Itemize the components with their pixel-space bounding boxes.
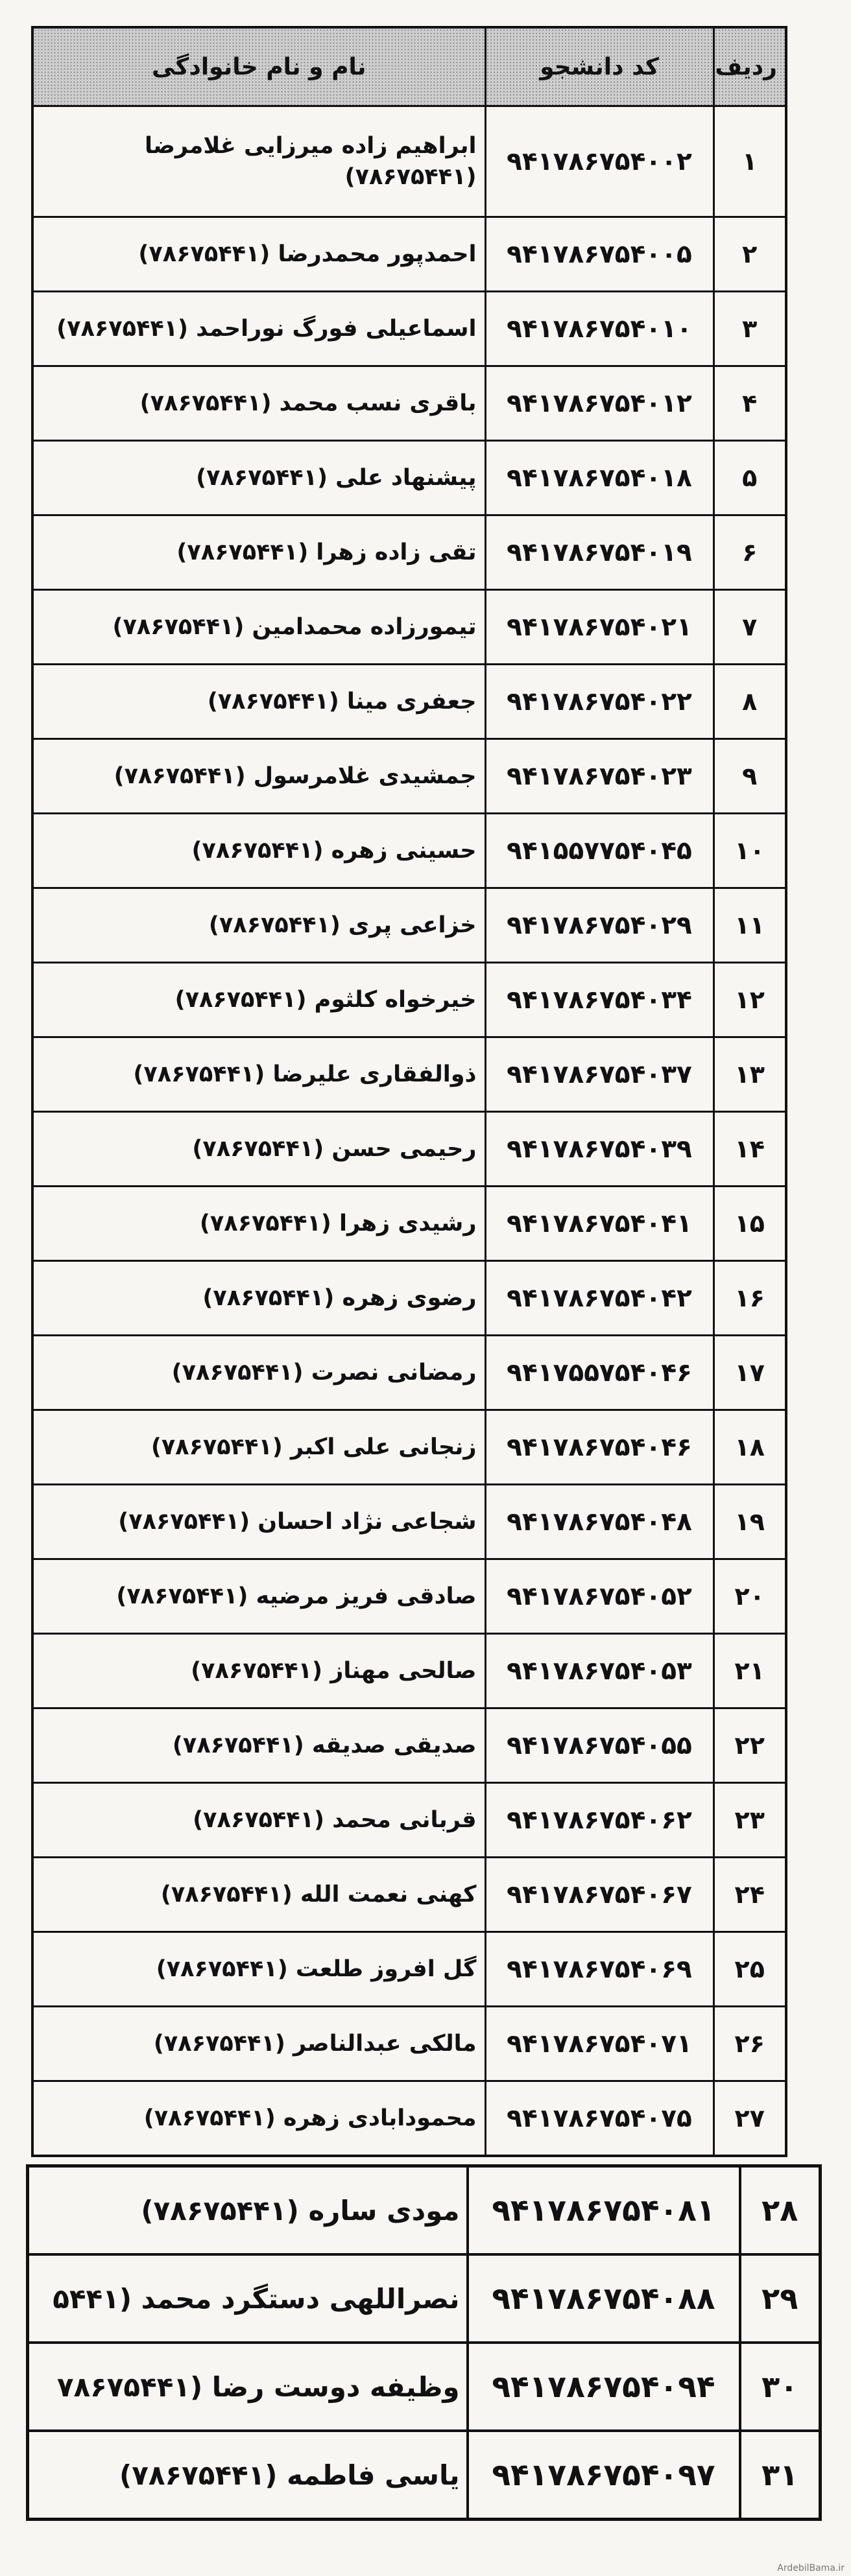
table-row	[32, 515, 786, 590]
student-name-cell: مالکی عبدالناصر (۷۸۶۷۵۴۴۱)	[32, 2007, 485, 2081]
row-number-cell: ۶	[713, 515, 786, 590]
table-row	[32, 1783, 786, 1858]
student-code-cell: ۹۴۱۷۸۶۷۵۴۰۴۱	[485, 1187, 713, 1261]
row-number-cell: ۱۹	[713, 1485, 786, 1559]
student-code-cell: ۹۴۱۷۸۶۷۵۴۰۶۷	[485, 1858, 713, 1932]
row-number-cell: ۲۵	[713, 1932, 786, 2007]
student-name-cell: شجاعی نژاد احسان (۷۸۶۷۵۴۴۱)	[32, 1485, 485, 1559]
student-code-cell: ۹۴۱۷۸۶۷۵۴۰۲۳	[485, 739, 713, 814]
table-body-upper	[32, 106, 786, 2157]
student-code-cell: ۹۴۱۷۸۶۷۵۴۰۴۸	[485, 1485, 713, 1559]
student-name-cell: رشیدی زهرا (۷۸۶۷۵۴۴۱)	[32, 1187, 485, 1261]
table-row	[32, 1634, 786, 1708]
student-code-cell: ۹۴۱۷۸۶۷۵۴۰۵۳	[485, 1634, 713, 1708]
header-full-name: نام و نام خانوادگی	[32, 27, 485, 106]
student-code-cell: ۹۴۱۷۸۶۷۵۴۰۴۲	[485, 1261, 713, 1336]
row-number-cell: ۱۲	[713, 963, 786, 1037]
row-number-cell: ۲۴	[713, 1858, 786, 1932]
student-name-cell: یاسی فاطمه (۷۸۶۷۵۴۴۱)	[28, 2431, 468, 2520]
student-code-cell: ۹۴۱۵۵۷۷۵۴۰۴۵	[485, 814, 713, 888]
row-number-cell: ۲۷	[713, 2081, 786, 2157]
header-student-code: کد دانشجو	[485, 27, 713, 106]
student-code-cell: ۹۴۱۷۸۶۷۵۴۰۵۲	[485, 1559, 713, 1634]
row-number-cell: ۲۸	[740, 2166, 821, 2255]
row-number-cell: ۳۱	[740, 2431, 821, 2520]
student-name-cell: کهنی نعمت الله (۷۸۶۷۵۴۴۱)	[32, 1858, 485, 1932]
student-code-cell: ۹۴۱۷۸۶۷۵۴۰۱۸	[485, 441, 713, 515]
row-number-cell: ۱۱	[713, 888, 786, 963]
table-row	[32, 1485, 786, 1559]
student-name-cell: تیمورزاده محمدامین (۷۸۶۷۵۴۴۱)	[32, 590, 485, 665]
student-name-cell: صدیقی صدیقه (۷۸۶۷۵۴۴۱)	[32, 1708, 485, 1783]
student-code-cell: ۹۴۱۷۸۶۷۵۴۰۴۶	[485, 1410, 713, 1485]
table-row	[28, 2431, 821, 2520]
row-number-cell: ۱۴	[713, 1112, 786, 1187]
table-row	[32, 963, 786, 1037]
row-number-cell: ۷	[713, 590, 786, 665]
table-row	[32, 1858, 786, 1932]
student-name-cell: ابراهیم زاده میرزایی غلامرضا (۷۸۶۷۵۴۴۱)	[32, 106, 485, 217]
row-number-cell: ۲۲	[713, 1708, 786, 1783]
student-code-cell: ۹۴۱۷۸۶۷۵۴۰۸۸	[468, 2254, 740, 2343]
header-row	[32, 27, 786, 106]
student-code-cell: ۹۴۱۷۸۶۷۵۴۰۸۱	[468, 2166, 740, 2255]
row-number-cell: ۲۳	[713, 1783, 786, 1858]
table-row	[28, 2166, 821, 2255]
student-name-cell: صادقی فریز مرضیه (۷۸۶۷۵۴۴۱)	[32, 1559, 485, 1634]
student-code-cell: ۹۴۱۷۸۶۷۵۴۰۶۹	[485, 1932, 713, 2007]
row-number-cell: ۱۵	[713, 1187, 786, 1261]
site-watermark: ArdebilBama.ir	[777, 2563, 845, 2573]
row-number-cell: ۲	[713, 217, 786, 292]
row-number-cell: ۱۷	[713, 1336, 786, 1410]
student-code-cell: ۹۴۱۷۸۶۷۵۴۰۱۰	[485, 292, 713, 366]
student-name-cell: پیشنهاد علی (۷۸۶۷۵۴۴۱)	[32, 441, 485, 515]
table-row	[32, 1410, 786, 1485]
student-name-cell: وظیفه دوست رضا (۷۸۶۷۵۴۴۱	[28, 2343, 468, 2431]
student-code-cell: ۹۴۱۷۸۶۷۵۴۰۳۴	[485, 963, 713, 1037]
row-number-cell: ۲۱	[713, 1634, 786, 1708]
row-number-cell: ۲۹	[740, 2254, 821, 2343]
table-row	[32, 1932, 786, 2007]
student-table-lower	[26, 2164, 822, 2521]
table-row	[32, 1261, 786, 1336]
student-code-cell: ۹۴۱۷۸۶۷۵۴۰۶۲	[485, 1783, 713, 1858]
student-name-cell: خیرخواه کلثوم (۷۸۶۷۵۴۴۱)	[32, 963, 485, 1037]
student-code-cell: ۹۴۱۷۸۶۷۵۴۰۲۲	[485, 665, 713, 739]
table-row	[32, 1037, 786, 1112]
student-code-cell: ۹۴۱۷۵۵۷۵۴۰۴۶	[485, 1336, 713, 1410]
table-row	[32, 739, 786, 814]
student-code-cell: ۹۴۱۷۸۶۷۵۴۰۳۷	[485, 1037, 713, 1112]
student-code-cell: ۹۴۱۷۸۶۷۵۴۰۰۵	[485, 217, 713, 292]
student-code-cell: ۹۴۱۷۸۶۷۵۴۰۷۵	[485, 2081, 713, 2157]
student-name-cell: ذوالفقاری علیرضا (۷۸۶۷۵۴۴۱)	[32, 1037, 485, 1112]
table-row	[32, 1112, 786, 1187]
student-code-cell: ۹۴۱۷۸۶۷۵۴۰۱۹	[485, 515, 713, 590]
row-number-cell: ۱۶	[713, 1261, 786, 1336]
table-row	[32, 1559, 786, 1634]
student-name-cell: رمضانی نصرت (۷۸۶۷۵۴۴۱)	[32, 1336, 485, 1410]
student-code-cell: ۹۴۱۷۸۶۷۵۴۰۱۲	[485, 366, 713, 441]
table-row	[32, 590, 786, 665]
table-row	[28, 2343, 821, 2431]
row-number-cell: ۱۸	[713, 1410, 786, 1485]
row-number-cell: ۱۳	[713, 1037, 786, 1112]
row-number-cell: ۱۰	[713, 814, 786, 888]
student-code-cell: ۹۴۱۷۸۶۷۵۴۰۹۴	[468, 2343, 740, 2431]
student-name-cell: گل افروز طلعت (۷۸۶۷۵۴۴۱)	[32, 1932, 485, 2007]
table-row	[32, 2081, 786, 2157]
table-row	[32, 2007, 786, 2081]
student-table-upper	[31, 26, 787, 2157]
row-number-cell: ۸	[713, 665, 786, 739]
table-row	[32, 888, 786, 963]
student-name-cell: احمدپور محمدرضا (۷۸۶۷۵۴۴۱)	[32, 217, 485, 292]
student-code-cell: ۹۴۱۷۸۶۷۵۴۰۲۱	[485, 590, 713, 665]
student-name-cell: قربانی محمد (۷۸۶۷۵۴۴۱)	[32, 1783, 485, 1858]
student-code-cell: ۹۴۱۷۸۶۷۵۴۰۰۲	[485, 106, 713, 217]
header-row-number: ردیف	[713, 27, 786, 106]
table-row	[32, 366, 786, 441]
row-number-cell: ۴	[713, 366, 786, 441]
student-code-cell: ۹۴۱۷۸۶۷۵۴۰۹۷	[468, 2431, 740, 2520]
table-row	[32, 665, 786, 739]
table-row	[32, 441, 786, 515]
student-name-cell: رحیمی حسن (۷۸۶۷۵۴۴۱)	[32, 1112, 485, 1187]
student-name-cell: زنجانی علی اکبر (۷۸۶۷۵۴۴۱)	[32, 1410, 485, 1485]
student-name-cell: حسینی زهره (۷۸۶۷۵۴۴۱)	[32, 814, 485, 888]
student-name-cell: جمشیدی غلامرسول (۷۸۶۷۵۴۴۱)	[32, 739, 485, 814]
table-row	[32, 814, 786, 888]
student-code-cell: ۹۴۱۷۸۶۷۵۴۰۷۱	[485, 2007, 713, 2081]
student-name-cell: باقری نسب محمد (۷۸۶۷۵۴۴۱)	[32, 366, 485, 441]
row-number-cell: ۲۰	[713, 1559, 786, 1634]
student-name-cell: تقی زاده زهرا (۷۸۶۷۵۴۴۱)	[32, 515, 485, 590]
table-row	[32, 217, 786, 292]
row-number-cell: ۵	[713, 441, 786, 515]
table-row	[32, 1336, 786, 1410]
table-row	[32, 106, 786, 217]
row-number-cell: ۱	[713, 106, 786, 217]
row-number-cell: ۳۰	[740, 2343, 821, 2431]
row-number-cell: ۹	[713, 739, 786, 814]
student-name-cell: محمودابادی زهره (۷۸۶۷۵۴۴۱)	[32, 2081, 485, 2157]
student-name-cell: صالحی مهناز (۷۸۶۷۵۴۴۱)	[32, 1634, 485, 1708]
table-row	[32, 292, 786, 366]
table-row	[32, 1708, 786, 1783]
row-number-cell: ۲۶	[713, 2007, 786, 2081]
table-row	[28, 2254, 821, 2343]
student-name-cell: اسماعیلی فورگ نوراحمد (۷۸۶۷۵۴۴۱)	[32, 292, 485, 366]
student-name-cell: خزاعی پری (۷۸۶۷۵۴۴۱)	[32, 888, 485, 963]
table-body-lower	[28, 2166, 821, 2520]
table-row	[32, 1187, 786, 1261]
student-code-cell: ۹۴۱۷۸۶۷۵۴۰۳۹	[485, 1112, 713, 1187]
student-name-cell: مودی ساره (۷۸۶۷۵۴۴۱)	[28, 2166, 468, 2255]
student-code-cell: ۹۴۱۷۸۶۷۵۴۰۵۵	[485, 1708, 713, 1783]
row-number-cell: ۳	[713, 292, 786, 366]
student-name-cell: جعفری مینا (۷۸۶۷۵۴۴۱)	[32, 665, 485, 739]
student-name-cell: نصراللهی دستگرد محمد (۵۴۴۱	[28, 2254, 468, 2343]
student-name-cell: رضوی زهره (۷۸۶۷۵۴۴۱)	[32, 1261, 485, 1336]
student-code-cell: ۹۴۱۷۸۶۷۵۴۰۲۹	[485, 888, 713, 963]
